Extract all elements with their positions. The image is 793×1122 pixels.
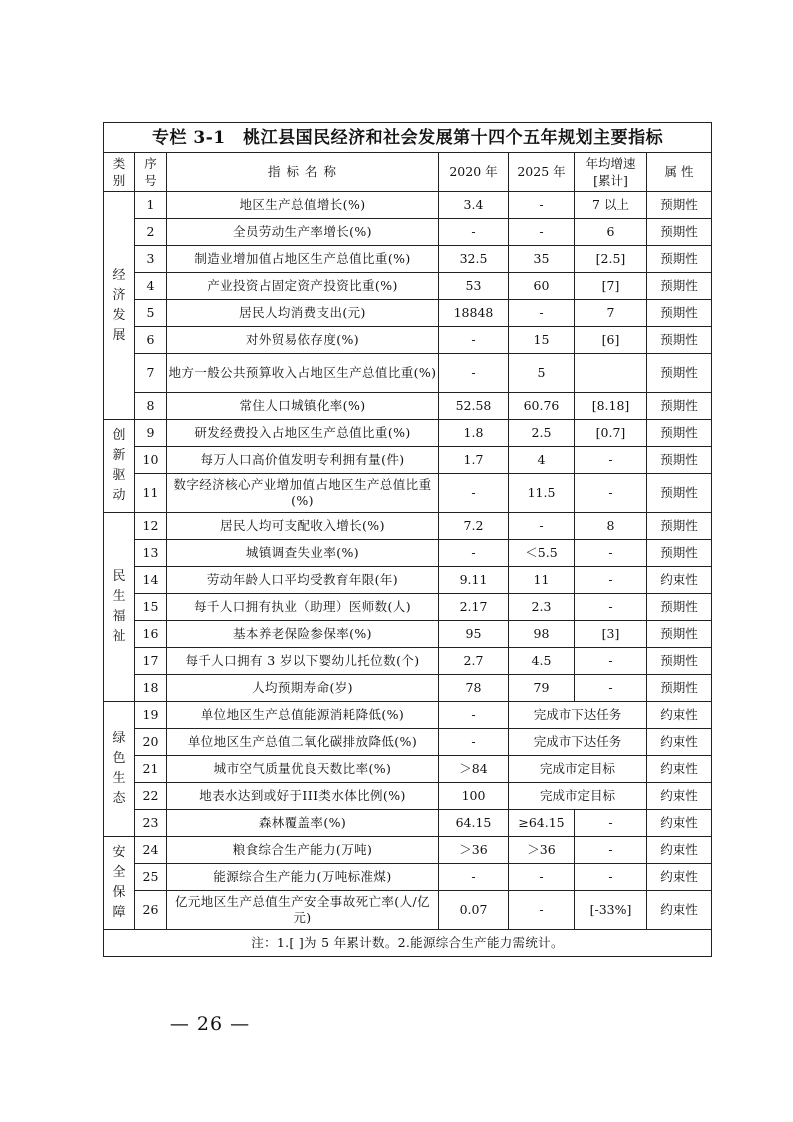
value-2020: 18848: [439, 300, 509, 327]
target-text: 完成市下达任务: [509, 729, 647, 756]
table-row: [104, 729, 712, 756]
row-number: 15: [135, 594, 167, 621]
category-char: 色: [112, 751, 126, 766]
row-number: 6: [135, 327, 167, 354]
growth-value: -: [575, 864, 647, 891]
indicator-name: 粮食综合生产能力(万吨): [167, 837, 439, 864]
value-2020: -: [439, 864, 509, 891]
value-2025: 60: [509, 273, 575, 300]
indicator-name: 能源综合生产能力(万吨标准煤): [167, 864, 439, 891]
row-number: 14: [135, 567, 167, 594]
category-char: 生: [112, 589, 126, 604]
category-char: 新: [112, 448, 126, 463]
row-number: 2: [135, 219, 167, 246]
category-char: 福: [112, 609, 126, 624]
table-row: [104, 864, 712, 891]
indicator-name: 劳动年龄人口平均受教育年限(年): [167, 567, 439, 594]
category-char: 安: [112, 845, 126, 860]
table-row: [104, 837, 712, 864]
indicator-name: 居民人均可支配收入增长(%): [167, 513, 439, 540]
row-number: 26: [135, 891, 167, 930]
category-char: 创: [112, 428, 126, 443]
page-number: — 26 —: [169, 1013, 251, 1035]
value-2025: -: [509, 192, 575, 219]
table-row: [104, 702, 712, 729]
category-char: 祉: [112, 629, 126, 644]
indicator-name: 每万人口高价值发明专利拥有量(件): [167, 447, 439, 474]
row-number: 3: [135, 246, 167, 273]
indicator-name: 全员劳动生产率增长(%): [167, 219, 439, 246]
value-2025: -: [509, 864, 575, 891]
attribute: 预期性: [647, 594, 712, 621]
row-number: 9: [135, 420, 167, 447]
table-note: 注：1.[ ]为 5 年累计数。2.能源综合生产能力需统计。: [104, 930, 712, 957]
category-char: 民: [112, 569, 126, 584]
value-2020: ＞36: [439, 837, 509, 864]
table-row: [104, 594, 712, 621]
attribute: 约束性: [647, 891, 712, 930]
value-2020: 64.15: [439, 810, 509, 837]
indicator-name: 地表水达到或好于III类水体比例(%): [167, 783, 439, 810]
growth-value: 8: [575, 513, 647, 540]
value-2025: ＜5.5: [509, 540, 575, 567]
growth-value: 6: [575, 219, 647, 246]
target-text: 完成市定目标: [509, 783, 647, 810]
growth-value: 7: [575, 300, 647, 327]
value-2020: -: [439, 474, 509, 513]
attribute: 预期性: [647, 540, 712, 567]
value-2020: 7.2: [439, 513, 509, 540]
attribute: 预期性: [647, 246, 712, 273]
row-number: 22: [135, 783, 167, 810]
table-row: [104, 891, 712, 930]
growth-value: [0.7]: [575, 420, 647, 447]
value-2025: 79: [509, 675, 575, 702]
value-2020: 52.58: [439, 393, 509, 420]
row-number: 4: [135, 273, 167, 300]
growth-value: [2.5]: [575, 246, 647, 273]
table-row: [104, 783, 712, 810]
attribute: 预期性: [647, 192, 712, 219]
value-2020: -: [439, 702, 509, 729]
table-row: [104, 540, 712, 567]
table-row: [104, 219, 712, 246]
value-2025: -: [509, 219, 575, 246]
value-2025: 35: [509, 246, 575, 273]
value-2025: 4.5: [509, 648, 575, 675]
growth-value: -: [575, 567, 647, 594]
category-char: 态: [112, 791, 126, 806]
category-char: 发: [112, 307, 126, 323]
attribute: 预期性: [647, 675, 712, 702]
value-2020: -: [439, 219, 509, 246]
row-number: 1: [135, 192, 167, 219]
value-2020: 53: [439, 273, 509, 300]
growth-value: [3]: [575, 621, 647, 648]
attribute: 约束性: [647, 567, 712, 594]
row-number: 12: [135, 513, 167, 540]
table-row: [104, 567, 712, 594]
header-2025: 2025 年: [509, 153, 575, 192]
value-2025: 98: [509, 621, 575, 648]
table-row: [104, 513, 712, 540]
value-2020: 100: [439, 783, 509, 810]
header-growth: 年均增速 [累计]: [575, 153, 647, 192]
value-2025: -: [509, 513, 575, 540]
header-2020: 2020 年: [439, 153, 509, 192]
category-cell: [104, 420, 135, 513]
table-row: [104, 675, 712, 702]
value-2020: 78: [439, 675, 509, 702]
indicator-name: 居民人均消费支出(元): [167, 300, 439, 327]
attribute: 约束性: [647, 810, 712, 837]
category-char: 经: [112, 267, 126, 283]
attribute: 约束性: [647, 783, 712, 810]
growth-value: -: [575, 648, 647, 675]
table-row: [104, 192, 712, 219]
attribute: 预期性: [647, 393, 712, 420]
growth-value: [-33%]: [575, 891, 647, 930]
value-2020: 32.5: [439, 246, 509, 273]
header-name: 指 标 名 称: [167, 153, 439, 192]
table-row: [104, 621, 712, 648]
note-row: [104, 930, 712, 957]
row-number: 25: [135, 864, 167, 891]
attribute: 预期性: [647, 354, 712, 393]
indicator-table: [103, 122, 712, 957]
value-2020: 95: [439, 621, 509, 648]
attribute: 约束性: [647, 756, 712, 783]
table-row: [104, 756, 712, 783]
value-2025: 4: [509, 447, 575, 474]
category-cell: [104, 192, 135, 420]
indicator-name: 每千人口拥有 3 岁以下婴幼儿托位数(个): [167, 648, 439, 675]
attribute: 约束性: [647, 729, 712, 756]
attribute: 预期性: [647, 219, 712, 246]
value-2020: 3.4: [439, 192, 509, 219]
indicator-name: 每千人口拥有执业（助理）医师数(人): [167, 594, 439, 621]
attribute: 约束性: [647, 864, 712, 891]
value-2025: 2.3: [509, 594, 575, 621]
table-row: [104, 420, 712, 447]
table-title: 专栏 3-1 桃江县国民经济和社会发展第十四个五年规划主要指标: [104, 123, 712, 153]
value-2020: -: [439, 729, 509, 756]
category-char: 绿: [112, 731, 126, 746]
indicator-name: 基本养老保险参保率(%): [167, 621, 439, 648]
target-text: 完成市下达任务: [509, 702, 647, 729]
category-char: 动: [112, 488, 126, 503]
indicator-name: 数字经济核心产业增加值占地区生产总值比重(%): [167, 474, 439, 513]
value-2020: 2.7: [439, 648, 509, 675]
header-category: 类 别: [104, 153, 135, 192]
row-number: 21: [135, 756, 167, 783]
attribute: 预期性: [647, 513, 712, 540]
row-number: 5: [135, 300, 167, 327]
category-cell: [104, 702, 135, 837]
category-char: 全: [112, 865, 126, 880]
value-2025: 11: [509, 567, 575, 594]
value-2020: 1.7: [439, 447, 509, 474]
attribute: 预期性: [647, 300, 712, 327]
growth-value: 7 以上: [575, 192, 647, 219]
value-2025: -: [509, 891, 575, 930]
row-number: 20: [135, 729, 167, 756]
value-2020: -: [439, 540, 509, 567]
category-char: 保: [112, 885, 126, 900]
table-row: [104, 300, 712, 327]
row-number: 23: [135, 810, 167, 837]
table-row: [104, 810, 712, 837]
indicator-name: 地方一般公共预算收入占地区生产总值比重(%): [167, 354, 439, 393]
target-text: 完成市定目标: [509, 756, 647, 783]
row-number: 7: [135, 354, 167, 393]
value-2025: 2.5: [509, 420, 575, 447]
value-2020: -: [439, 354, 509, 393]
header-attr: 属 性: [647, 153, 712, 192]
attribute: 预期性: [647, 621, 712, 648]
value-2020: ＞84: [439, 756, 509, 783]
attribute: 预期性: [647, 474, 712, 513]
value-2020: 1.8: [439, 420, 509, 447]
indicator-name: 人均预期寿命(岁): [167, 675, 439, 702]
growth-value: -: [575, 540, 647, 567]
category-char: 障: [112, 905, 126, 920]
growth-value: [8.18]: [575, 393, 647, 420]
attribute: 预期性: [647, 648, 712, 675]
value-2025: ≥64.15: [509, 810, 575, 837]
growth-value: -: [575, 474, 647, 513]
table-row: [104, 354, 712, 393]
row-number: 17: [135, 648, 167, 675]
indicator-name: 森林覆盖率(%): [167, 810, 439, 837]
value-2025: 11.5: [509, 474, 575, 513]
header-seq: 序 号: [135, 153, 167, 192]
category-cell: [104, 837, 135, 930]
growth-value: -: [575, 675, 647, 702]
value-2025: -: [509, 300, 575, 327]
attribute: 约束性: [647, 837, 712, 864]
growth-value: [7]: [575, 273, 647, 300]
table-row: [104, 474, 712, 513]
table-row: [104, 246, 712, 273]
value-2020: 9.11: [439, 567, 509, 594]
table-row: [104, 327, 712, 354]
value-2020: -: [439, 327, 509, 354]
indicator-name: 单位地区生产总值二氧化碳排放降低(%): [167, 729, 439, 756]
indicator-name: 亿元地区生产总值生产安全事故死亡率(人/亿元): [167, 891, 439, 930]
indicator-name: 研发经费投入占地区生产总值比重(%): [167, 420, 439, 447]
indicator-name: 产业投资占固定资产投资比重(%): [167, 273, 439, 300]
growth-value: -: [575, 810, 647, 837]
indicator-name: 城市空气质量优良天数比率(%): [167, 756, 439, 783]
growth-value: -: [575, 594, 647, 621]
indicator-name: 制造业增加值占地区生产总值比重(%): [167, 246, 439, 273]
row-number: 18: [135, 675, 167, 702]
indicator-name: 单位地区生产总值能源消耗降低(%): [167, 702, 439, 729]
attribute: 预期性: [647, 327, 712, 354]
category-char: 济: [112, 287, 126, 303]
row-number: 10: [135, 447, 167, 474]
indicator-name: 对外贸易依存度(%): [167, 327, 439, 354]
row-number: 13: [135, 540, 167, 567]
attribute: 预期性: [647, 447, 712, 474]
row-number: 8: [135, 393, 167, 420]
growth-value: -: [575, 837, 647, 864]
value-2020: 2.17: [439, 594, 509, 621]
table-row: [104, 648, 712, 675]
value-2020: 0.07: [439, 891, 509, 930]
value-2025: 5: [509, 354, 575, 393]
category-cell: [104, 513, 135, 702]
attribute: 预期性: [647, 420, 712, 447]
row-number: 11: [135, 474, 167, 513]
table-row: [104, 447, 712, 474]
value-2025: ＞36: [509, 837, 575, 864]
growth-value: [6]: [575, 327, 647, 354]
value-2025: 60.76: [509, 393, 575, 420]
growth-value: [575, 354, 647, 393]
table-row: [104, 273, 712, 300]
category-char: 驱: [112, 468, 126, 483]
category-char: 生: [112, 771, 126, 786]
attribute: 约束性: [647, 702, 712, 729]
indicator-name: 常住人口城镇化率(%): [167, 393, 439, 420]
indicator-name: 地区生产总值增长(%): [167, 192, 439, 219]
row-number: 24: [135, 837, 167, 864]
value-2025: 15: [509, 327, 575, 354]
row-number: 16: [135, 621, 167, 648]
row-number: 19: [135, 702, 167, 729]
attribute: 预期性: [647, 273, 712, 300]
indicator-name: 城镇调查失业率(%): [167, 540, 439, 567]
table-row: [104, 393, 712, 420]
growth-value: -: [575, 447, 647, 474]
category-char: 展: [112, 327, 126, 343]
